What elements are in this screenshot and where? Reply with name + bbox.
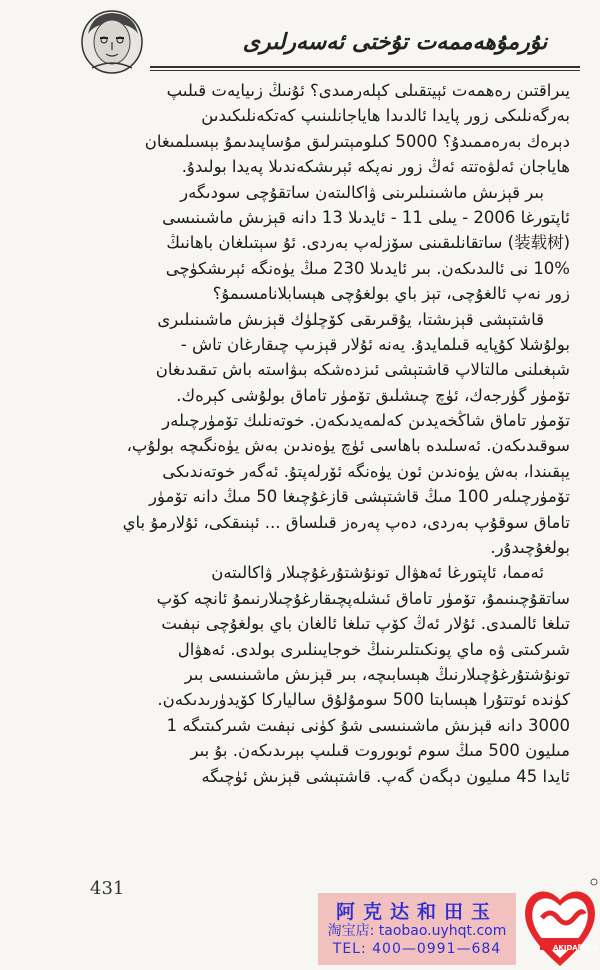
text-line: بەرگەنلىكى زور پايدا ئالدىدا ھاياجانلىنىپ كەتكەنلىكىدىن — [201, 106, 570, 126]
text-line: شېغىلنى مالتالاپ قاشتېشى ئىزدەشكە بىۋاستە باش تىقىدىغان — [155, 360, 570, 380]
text-line: بىر قېزىش ماشىنىلىرىنى ۋاكالىتەن ساتقۇچى سودىگەر — [180, 182, 544, 202]
logo-subtitle: AKIDA阿克达 — [553, 944, 599, 952]
text-line: تونۇشتۇرغۇچىلارنىڭ ھېسابىچە، بىر قېزىش ماشىنىسى بىر — [184, 664, 570, 684]
body-text — [75, 78, 570, 789]
text-line: تۆمۈرچىلەر 100 مىڭ قاشتېشى قازغۇچىغا 50 مىڭ دانە تۆمۈر — [148, 487, 570, 507]
watermark-name: 阿克达和田玉 — [335, 901, 498, 923]
text-line: زور نەپ ئالغۇچى، تېز باي بولغۇچى ھېسابلانامسىمۇ؟ — [212, 284, 570, 304]
text-line: ھاياجان ئەلۋەتتە ئەڭ زور نەپكە ئېرىشكەندىلا پەيدا بولىدۇ. — [181, 157, 570, 177]
page-number: 431 — [90, 878, 125, 899]
author-portrait-icon — [70, 8, 150, 74]
text-line: تىلغا ئالمىدى. ئۇلار ئەڭ كۆپ تىلغا ئالغان باي بولغۇچى نېفىت — [161, 614, 570, 634]
akida-logo-icon — [520, 878, 600, 970]
text-line: دېرەك بەرەممىدۇ؟ 5000 كىلومېتىرلىق مۇساپىدىمۇ بېسىلمىغان — [144, 131, 570, 151]
text-line: ساتقۇچىنىمۇ، تۆمۈر تاماق ئىشلەپچىقارغۇچىلارنىمۇ ئانچە كۆپ — [156, 588, 570, 608]
watermark-tel: TEL: 400—0991—684 — [332, 941, 502, 957]
text-line: سوقىدىكەن. ئەسلىدە باھاسى ئۈچ يۈەندىن بەش يۈەنگىچە بولۇپ، — [126, 436, 570, 456]
text-line: تاماق سوقۇپ بەردى، دەپ پەرەز قىلساق ... ئېنىقكى، ئۇلارمۇ باي — [122, 512, 570, 532]
text-line: تۆمۈر تاماق شاڭخەيدىن كەلمەيدىكەن. خوتەنلىك تۆمۈرچىلەر — [162, 411, 570, 431]
header-title: نۇرمۇھەممەت تۇختى ئەسەرلىرى — [242, 30, 548, 55]
text-line: 3000 دانە قېزىش ماشىنىسى شۇ كۈنى نېفىت شىركىتىگە 1 — [166, 715, 570, 735]
text-line: شىركىتى ۋە ماي پونكىتلىرىنىڭ خوجايىنلىرى بولدى. ئەھۋال — [177, 639, 570, 659]
text-line: ئەمما، ئاپتورغا ئەھۋال تونۇشتۇرغۇچىلار ۋاكالىتەن — [211, 563, 544, 583]
text-line: مىليون 500 مىڭ سوم ئوبوروت قىلىپ بېرىدىكەن. بۇ بىر — [190, 741, 570, 761]
text-line: كۈندە ئوتتۇرا ھېسابتا 500 سومۇلۇق سالياركا كۆيدۈرىدىكەن. — [157, 690, 570, 710]
text-line: بولۇشلا كۇپايە قىلمايدۇ. يەنە ئۇلار قېزىپ چىقارغان تاش - — [180, 334, 570, 354]
watermark-box — [318, 893, 516, 965]
text-line: ئايدا 45 مىليون دېگەن گەپ. قاشتېشى قېزىش ئۈچىگە — [201, 766, 570, 786]
text-line: بولغۇچىدۇر. — [490, 538, 570, 558]
text-line: (装载树) ساتقانلىقىنى سۆزلەپ بەردى. ئۇ سېتىلغان باھانىڭ — [166, 233, 570, 253]
header-divider-thin — [150, 70, 580, 71]
text-line: تۆمۈر گۈرجەك، ئۈچ چىشلىق تۆمۈر تاماق بولۇشى كېرەك. — [176, 385, 570, 405]
text-line: ئاپتورغا 2006 - يىلى 11 - ئايدىلا 13 دانە قېزىش ماشىنىسى — [162, 207, 570, 227]
text-line: قاشتېشى قېزىشتا، يۇقىرىقى كۆچلۈك قېزىش ماشىنىلىرى — [157, 309, 544, 329]
text-line: يېقىندا، بەش يۈەندىن ئون يۈەنگە ئۆرلەپتۇ. ئەگەر خوتەندىكى — [162, 461, 570, 481]
watermark-shop: 淘宝店: taobao.uyhqt.com — [327, 923, 507, 939]
page-header — [70, 8, 580, 74]
text-line: يىراقتىن رەھمەت ئېيتقىلى كېلەرمىدى؟ ئۇنىڭ زىيايەت قىلىپ — [166, 81, 570, 100]
text-line: 10% نى ئالىدىكەن. بىر ئايدىلا 230 مىڭ يۈەنگە ئېرىشكۈچى — [165, 258, 570, 278]
header-divider — [150, 66, 580, 68]
